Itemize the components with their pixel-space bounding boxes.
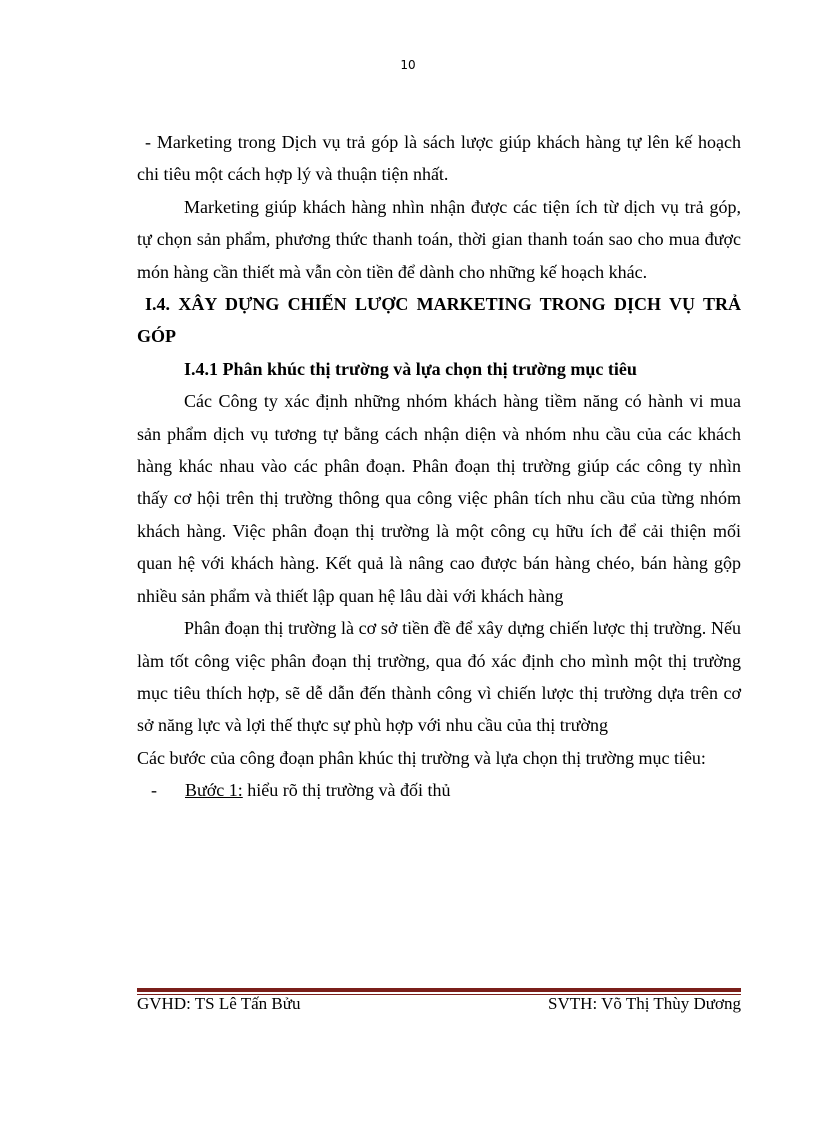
step-label: Bước 1: xyxy=(185,780,243,801)
paragraph-marketing-benefits: Marketing giúp khách hàng nhìn nhận được các tiện ích từ dịch vụ trả góp, tự chọn sản phẩm, phương thức thanh toán, thời gian thanh toán sao cho mua được món hàng cần thiết mà vẫn còn tiền để dành cho những kế hoạch khác. xyxy=(137,196,741,282)
paragraph-steps-intro: Các bước của công đoạn phân khúc thị trường và lựa chọn thị trường mục tiêu: xyxy=(137,747,706,768)
paragraph-segmentation: Các Công ty xác định những nhóm khách hàng tiềm năng có hành vi mua sản phẩm dịch vụ tương tự bằng cách nhận diện và nhóm nhu cầu của các khách hàng khác nhau vào các phân đoạn. Phân đoạn thị trường giúp các công ty nhìn thấy cơ hội trên thị trường thông qua công việc phân tích nhu cầu của từng nhóm khách hàng. Việc phân đoạn thị trường là một công cụ hữu ích để cải thiện mối quan hệ với khách hàng. Kết quả là nâng cao được bán hàng chéo, bán hàng gộp nhiều sản phẩm và thiết lập quan hệ lâu dài với khách hàng xyxy=(137,391,741,606)
footer-advisor: GVHD: TS Lê Tấn Bửu xyxy=(137,994,301,1013)
step-text: hiểu rõ thị trường và đối thủ xyxy=(242,780,451,801)
bullet-dash: - xyxy=(151,780,157,801)
subsection-heading: I.4.1 Phân khúc thị trường và lựa chọn thị trường mục tiêu xyxy=(184,358,637,379)
footer-divider-thick xyxy=(137,988,741,992)
page-footer xyxy=(137,994,741,1014)
step-text-wrapper xyxy=(185,774,451,806)
page-number: 10 xyxy=(400,58,416,72)
paragraph-segmentation-basis: Phân đoạn thị trường là cơ sở tiền đề để xây dựng chiến lược thị trường. Nếu làm tốt công việc phân đoạn thị trường, qua đó xác định cho mình một thị trường mục tiêu thích hợp, sẽ dễ dẫn đến thành công vì chiến lược thị trường dựa trên cơ sở năng lực và lợi thế thực sự phù hợp với nhu cầu của thị trường xyxy=(137,618,741,736)
paragraph-marketing-intro: - Marketing trong Dịch vụ trả góp là sách lược giúp khách hàng tự lên kế hoạch chi tiêu một cách hợp lý và thuận tiện nhất. xyxy=(137,132,741,185)
document-body xyxy=(137,126,741,807)
list-item-step-1 xyxy=(137,774,741,806)
footer-student: SVTH: Võ Thị Thùy Dương xyxy=(548,994,741,1013)
section-heading: I.4. XÂY DỰNG CHIẾN LƯỢC MARKETING TRONG DỊCH VỤ TRẢ GÓP xyxy=(137,294,741,347)
